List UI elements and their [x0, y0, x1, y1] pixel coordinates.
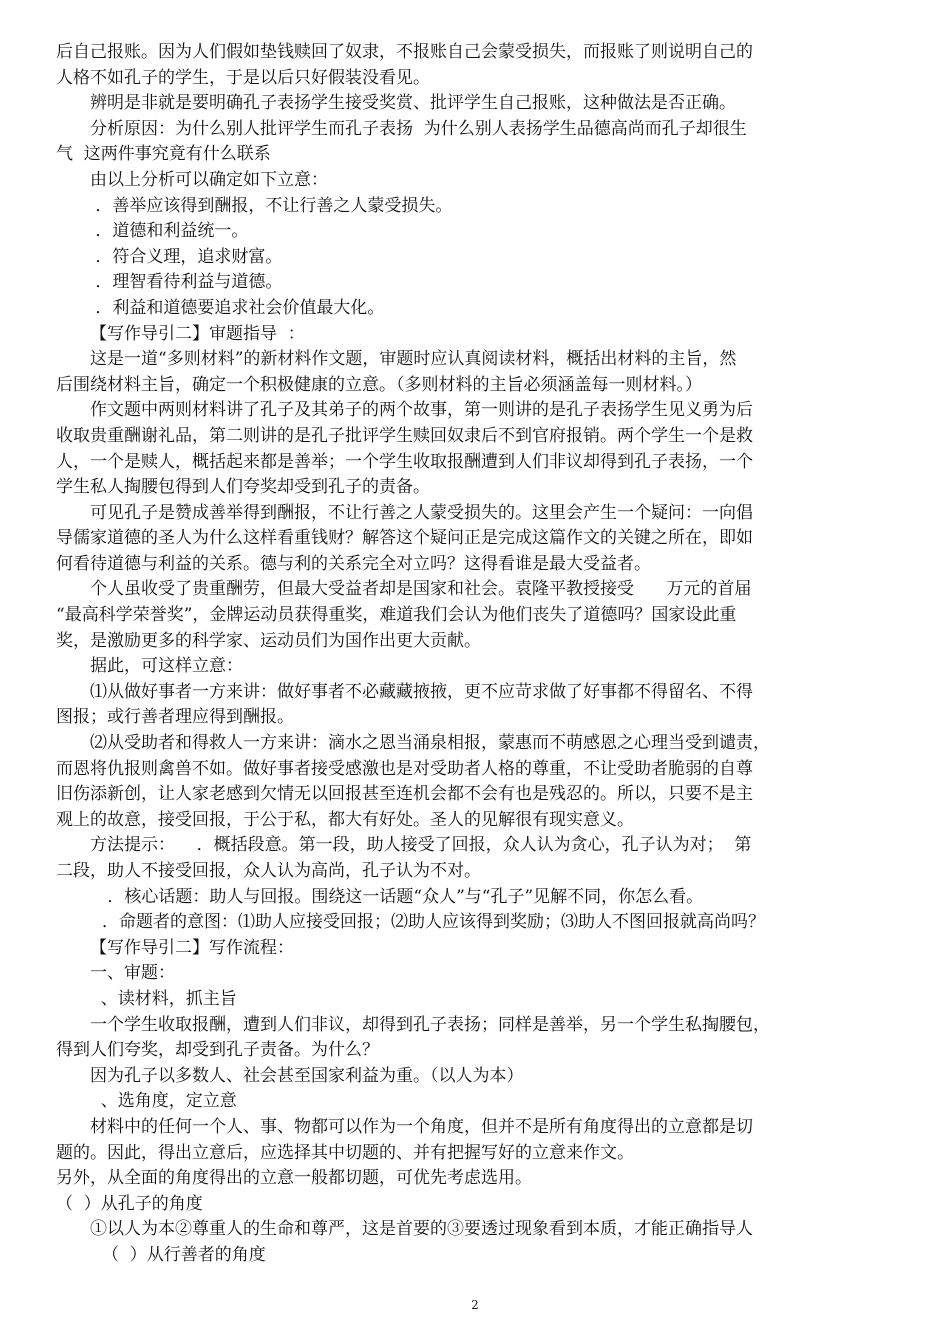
text-line: 旧伤添新创，让人家老感到欠情无以回报甚至连机会都不会有也是残忍的。所以，只要不是主	[56, 784, 753, 805]
text-line: 一、审题：	[90, 963, 175, 984]
text-line: 另外，从全面的角度得出的立意一般都切题，可优先考虑选用。	[56, 1168, 532, 1189]
text-line: ．核心话题：助人与回报。围绕这一话题“众人”与“孔子”见解不同，你怎么看。	[102, 886, 704, 907]
text-line: 由以上分析可以确定如下立意：	[90, 169, 328, 190]
text-line: 材料中的任何一个人、事、物都可以作为一个角度，但并不是所有角度得出的立意都是切	[90, 1116, 753, 1137]
text-line: 观上的故意，接受回报，于公于私，都大有好处。圣人的见解很有现实意义。	[56, 809, 634, 830]
text-line: 题的。因此，得出立意后，应选择其中切题的、并有把握写好的立意来作文。	[56, 1142, 634, 1163]
text-line: 这是一道“多则材料”的新材料作文题，审题时应认真阅读材料，概括出材料的主旨，然	[90, 349, 737, 370]
text-line: 方法提示： ．概括段意。第一段，助人接受了回报，众人认为贪心，孔子认为对； 第	[90, 835, 752, 856]
text-line: 二段，助人不接受回报，众人认为高尚，孔子认为不对。	[56, 861, 481, 881]
text-line: 图报；或行善者理应得到酬报。	[56, 707, 294, 728]
text-line: ．符合义理，追求财富。	[90, 246, 283, 267]
text-line: 个人虽收受了贵重酬劳，但最大受益者却是国家和社会。袁隆平教授接受 万元的首届	[90, 579, 752, 600]
text-line: 辨明是非就是要明确孔子表扬学生接受奖赏、批评学生自己报账，这种做法是否正确。	[90, 93, 736, 114]
text-line: 、选角度，定立意	[90, 1091, 237, 1112]
text-line: ⑴从做好事者一方来讲：做好事者不必藏藏掖掖，更不应苛求做了好事都不得留名、不得	[90, 681, 753, 702]
text-line: ⑵从受助者和得救人一方来讲：滴水之恩当涌泉相报，蒙惠而不萌感恩之心理当受到谴责，	[90, 733, 770, 754]
page-number: 2	[471, 1298, 479, 1312]
text-line: 导儒家道德的圣人为什么这样看重钱财？解答这个疑问正是完成这篇作文的关键之所在，即如	[56, 528, 753, 549]
text-line: ．理智看待利益与道德。	[90, 272, 283, 293]
text-line: 后自己报账。因为人们假如垫钱赎回了奴隶，不报账自己会蒙受损失，而报账了则说明自己的	[56, 42, 753, 62]
text-line: 、读材料，抓主旨	[90, 988, 237, 1009]
text-line: 得到人们夸奖，却受到孔子责备。为什么？	[56, 1040, 379, 1061]
text-line: “最高科学荣誉奖”，金牌运动员获得重奖，难道我们会认为他们丧失了道德吗？国家设此重	[56, 605, 737, 626]
text-line: 【写作导引二】审题指导 ：	[90, 323, 305, 344]
text-line: 奖，是激励更多的科学家、运动员们为国作出更大贡献。	[56, 630, 481, 651]
text-line: 【写作导引二】写作流程：	[90, 937, 294, 958]
text-line: （ ）从行善者的角度	[102, 1244, 266, 1265]
document-body	[56, 40, 834, 1269]
text-line: 可见孔子是赞成善举得到酬报，不让行善之人蒙受损失的。这里会产生一个疑问：一向倡	[90, 502, 753, 523]
text-line: 因为孔子以多数人、社会甚至国家利益为重。（以人为本）	[90, 1065, 524, 1086]
text-line: ．善举应该得到酬报，不让行善之人蒙受损失。	[90, 195, 453, 216]
text-line: 而恩将仇报则禽兽不如。做好事者接受感激也是对受助者人格的尊重，不让受助者脆弱的自尊	[56, 758, 753, 779]
text-line: 何看待道德与利益的关系。德与利的关系完全对立吗？这得看谁是最大受益者。	[56, 553, 651, 574]
text-line: 作文题中两则材料讲了孔子及其弟子的两个故事，第一则讲的是孔子表扬学生见义勇为后	[90, 400, 753, 421]
text-line: 据此，可这样立意：	[90, 656, 243, 677]
text-line: 学生私人掏腰包得到人们夸奖却受到孔子的责备。	[56, 477, 430, 498]
text-line: ．利益和道德要追求社会价值最大化。	[90, 297, 385, 318]
text-line: ．命题者的意图：⑴助人应接受回报；⑵助人应该得到奖励；⑶助人不图回报就高尚吗？	[102, 912, 765, 933]
text-line: 气 这两件事究竟有什么联系	[56, 144, 271, 165]
text-line: 收取贵重酬谢礼品，第二则讲的是孔子批评学生赎回奴隶后不到官府报销。两个学生一个是救	[56, 425, 753, 446]
text-line: 分析原因：为什么别人批评学生而孔子表扬 为什么别人表扬学生品德高尚而孔子却很生	[90, 118, 747, 139]
text-line: 人格不如孔子的学生，于是以后只好假装没看见。	[56, 67, 430, 88]
text-line: 后围绕材料主旨，确定一个积极健康的立意。（多则材料的主旨必须涵盖每一则材料。）	[56, 374, 702, 395]
text-line: 人，一个是赎人，概括起来都是善举；一个学生收取报酬遭到人们非议却得到孔子表扬，一个	[56, 451, 753, 472]
text-line: ①以人为本②尊重人的生命和尊严，这是首要的③要透过现象看到本质，才能正确指导人	[90, 1219, 753, 1240]
text-line: ．道德和利益统一。	[90, 221, 249, 242]
text-line: （ ）从孔子的角度	[56, 1193, 203, 1214]
text-line: 一个学生收取报酬，遭到人们非议，却得到孔子表扬；同样是善举，另一个学生私掏腰包，	[90, 1014, 770, 1035]
